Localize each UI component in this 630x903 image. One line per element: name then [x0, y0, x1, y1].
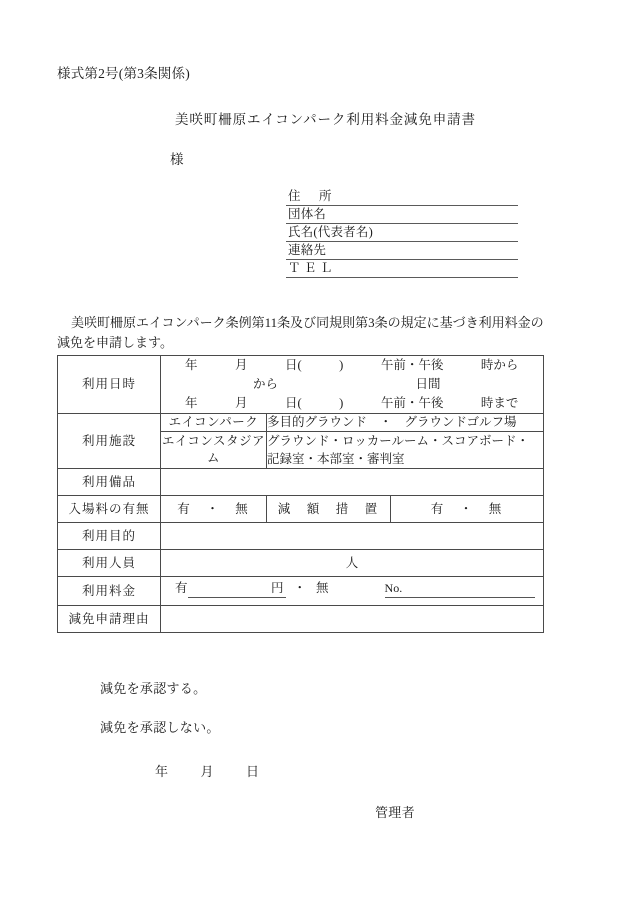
row-label-purpose: 利用目的 [58, 523, 161, 550]
datetime-value-cell[interactable] [161, 356, 544, 414]
applicant-field-name-label: 氏名(代表者名) [288, 225, 373, 239]
form-number: 様式第2号(第3条関係) [57, 66, 190, 81]
table-row-admission [58, 496, 544, 523]
row-label-datetime: 利用日時 [58, 356, 161, 414]
approval-date-year: 年 [155, 764, 169, 779]
applicant-field-organization-label: 団体名 [288, 207, 327, 221]
table-row-reason [58, 606, 544, 633]
fee-value-cell [161, 577, 544, 606]
datetime-end-line: 年 月 日( ) 午前・午後 時まで [185, 396, 519, 410]
facility-options-stadium[interactable] [267, 432, 544, 469]
fee-has-label: 有 [175, 581, 188, 595]
approval-statement: 減免を承認する。 [100, 681, 207, 696]
table-row-equipment [58, 469, 544, 496]
facility-options-park[interactable]: 多目的グラウンド ・ グラウンドゴルフ場 [267, 414, 544, 432]
fee-separator: ・ [293, 581, 309, 595]
applicant-field-contact-label: 連絡先 [288, 243, 327, 257]
fee-none-label: 無 [316, 581, 329, 595]
manager-signature-label: 管理者 [375, 805, 415, 820]
fee-number-label: No. [384, 581, 403, 595]
application-table [57, 355, 544, 633]
reduction-measure-label: 減 額 措 置 [267, 496, 391, 523]
document-title: 美咲町柵原エイコンパーク利用料金減免申請書 [175, 112, 476, 127]
facility-options-stadium-line2: 記録室・本部室・審判室 [267, 452, 405, 466]
fee-number-input[interactable] [385, 580, 535, 598]
datetime-duration-line: から 日間 [253, 377, 441, 391]
addressee-honorific: 様 [170, 152, 184, 167]
table-row-purpose [58, 523, 544, 550]
disapproval-statement: 減免を承認しない。 [100, 720, 220, 735]
datetime-start-line: 年 月 日( ) 午前・午後 時から [185, 358, 519, 372]
reason-value-cell[interactable] [161, 606, 544, 633]
intro-paragraph: 美咲町柵原エイコンパーク条例第11条及び同規則第3条の規定に基づき利用料金の減免を申請します。 [57, 315, 544, 350]
row-label-equipment: 利用備品 [58, 469, 161, 496]
approval-date-day: 日 [246, 764, 260, 779]
admission-choice[interactable]: 有 ・ 無 [161, 496, 267, 523]
row-label-people: 利用人員 [58, 550, 161, 577]
facility-options-stadium-line1: グラウンド・ロッカールーム・スコアボード・ [267, 434, 530, 448]
facility-name-park: エイコンパーク [161, 414, 267, 432]
row-label-admission: 入場料の有無 [58, 496, 161, 523]
table-row-fee [58, 577, 544, 606]
table-row-facility-park [58, 414, 544, 432]
table-row-datetime [58, 356, 544, 414]
row-label-facility: 利用施設 [58, 414, 161, 469]
applicant-field-tel-label: Ｔ Ｅ Ｌ [288, 261, 333, 275]
row-label-fee: 利用料金 [58, 577, 161, 606]
row-label-reason: 減免申請理由 [58, 606, 161, 633]
applicant-fields [286, 188, 518, 278]
people-unit[interactable]: 人 [161, 550, 544, 577]
applicant-field-address-label: 住 所 [288, 189, 335, 203]
fee-currency-label: 円 [271, 581, 284, 595]
table-row-people [58, 550, 544, 577]
reduction-measure-choice[interactable]: 有 ・ 無 [391, 496, 544, 523]
fee-amount-input[interactable] [188, 580, 286, 598]
equipment-value-cell[interactable] [161, 469, 544, 496]
approval-date-month: 月 [200, 764, 214, 779]
approval-date[interactable] [155, 761, 259, 780]
facility-name-stadium: エイコンスタジアム [161, 432, 267, 469]
applicant-field-tel[interactable] [286, 260, 518, 278]
purpose-value-cell[interactable] [161, 523, 544, 550]
